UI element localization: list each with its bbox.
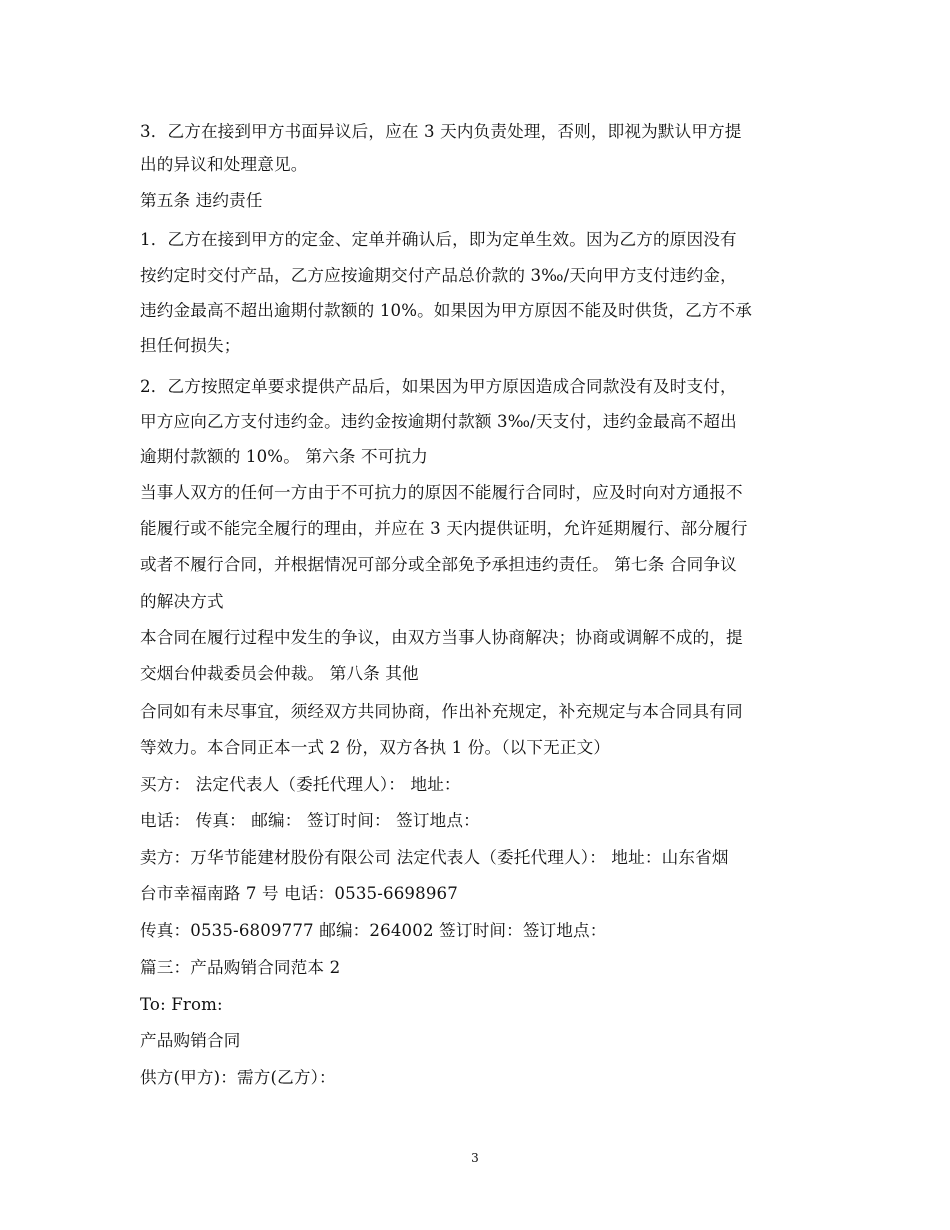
text-line: 或者不履行合同，并根据情况可部分或全部免予承担违约责任。 第七条 合同争议 (140, 555, 737, 574)
text-line: 能履行或不能完全履行的理由，并应在 3 天内提供证明，允许延期履行、部分履行 (140, 519, 748, 538)
text-line: 电话： 传真： 邮编： 签订时间： 签订地点： (140, 811, 480, 830)
text-line: 逾期付款额的 10%。 第六条 不可抗力 (140, 447, 429, 466)
text-line: 买方： 法定代表人（委托代理人）： 地址： (140, 775, 461, 794)
text-line: 担任何损失； (140, 336, 241, 355)
text-line: 供方(甲方)：需方(乙方）： (140, 1068, 336, 1087)
text-line: 传真：0535-6809777 邮编：264002 签订时间：签订地点： (140, 921, 607, 940)
text-line: 当事人双方的任何一方由于不可抗力的原因不能履行合同时，应及时向对方通报不 (140, 483, 743, 502)
text-line: 本合同在履行过程中发生的争议，由双方当事人协商解决；协商或调解不成的，提 (140, 628, 743, 647)
page-number: 3 (471, 1151, 479, 1165)
text-line: 的解决方式 (140, 592, 224, 611)
document-title: 产品购销合同 (140, 1031, 241, 1050)
text-line: 2．乙方按照定单要求提供产品后，如果因为甲方原因造成合同款没有及时支付， (140, 377, 737, 396)
text-line: 合同如有未尽事宜，须经双方共同协商，作出补充规定，补充规定与本合同具有同 (140, 702, 743, 721)
text-line: 交烟台仲裁委员会仲裁。 第八条 其他 (140, 664, 419, 683)
text-line: 台市幸福南路 7 号 电话：0535-6698967 (140, 884, 458, 903)
text-line: 甲方应向乙方支付违约金。违约金按逾期付款额 3‰/天支付，违约金最高不超出 (140, 412, 737, 431)
text-line: 卖方：万华节能建材股份有限公司 法定代表人（委托代理人）： 地址：山东省烟 (140, 848, 729, 867)
text-line: 1．乙方在接到甲方的定金、定单并确认后，即为定单生效。因为乙方的原因没有 (140, 230, 737, 249)
text-line: 出的异议和处理意见。 (140, 155, 308, 174)
text-line: 等效力。本合同正本一式 2 份，双方各执 1 份。（以下无正文） (140, 738, 611, 757)
section-heading: 篇三：产品购销合同范本 2 (140, 958, 341, 977)
text-line: To: From: (140, 995, 223, 1014)
section-heading: 第五条 违约责任 (140, 191, 263, 210)
text-line: 违约金最高不超出逾期付款额的 10%。如果因为甲方原因不能及时供货，乙方不承 (140, 301, 753, 320)
text-line: 按约定时交付产品，乙方应按逾期交付产品总价款的 3‰/天向甲方支付违约金， (140, 266, 737, 285)
text-line: 3．乙方在接到甲方书面异议后，应在 3 天内负责处理，否则，即视为默认甲方提 (140, 122, 742, 141)
